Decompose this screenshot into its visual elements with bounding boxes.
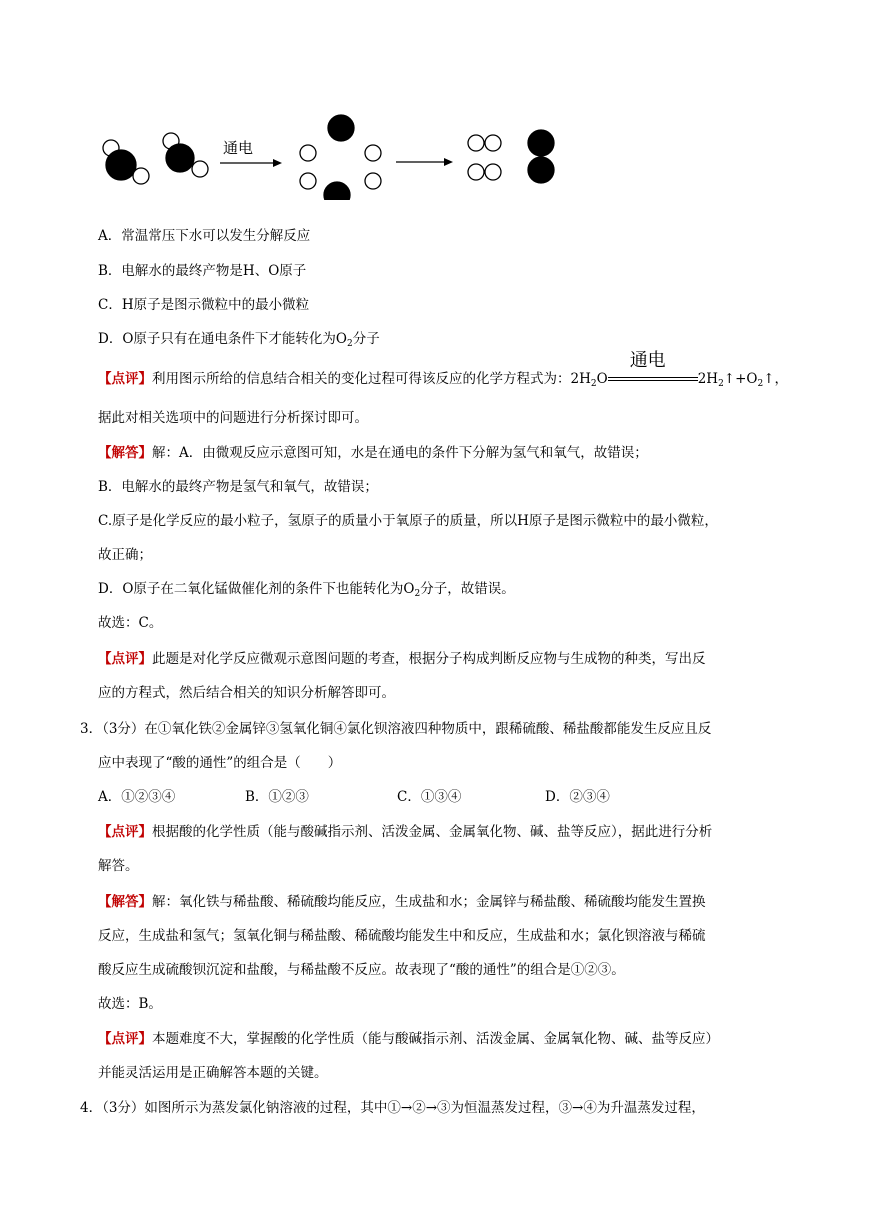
q2-option-c: C．H原子是图示微粒中的最小微粒 [98,297,310,313]
answer-tag: 【解答】 [98,894,152,910]
subscript: 2 [414,589,421,599]
review-tag: 【点评】 [98,1031,152,1047]
review-tag: 【点评】 [98,371,152,387]
water-molecule-2 [163,133,208,177]
q2-option-d-suffix: 分子 [352,331,380,347]
q3-choice: 故选：B。 [98,996,162,1012]
q3-review-2-line2: 并能灵活运用是正确解答本题的关键。 [98,1065,328,1081]
q3-stem-line2: 应中表现了“酸的通性”的组合是（ ） [98,755,342,771]
review-tag: 【点评】 [98,824,152,840]
review-text: 利用图示所给的信息结合相关的变化过程可得该反应的化学方程式为：2H [152,371,591,387]
condition-label: 通电 [629,350,666,371]
q2-review-2-line1 [98,649,706,669]
q2-answer-line4: 故正确； [98,547,152,563]
q2-choice: 故选：C。 [98,615,163,631]
q3-option-b: B．①②③ [245,789,309,805]
oxygen-molecule [528,130,554,183]
equation-product-h2: 2H [697,371,719,387]
review-text: 本题难度不大，掌握酸的化学性质（能与酸碱指示剂、活泼金属、金属氧化物、碱、盐等反应） [152,1031,719,1047]
q2-review-1 [98,350,789,394]
equation-o: O [596,371,608,387]
q3-review-1-line2: 解答。 [98,858,139,874]
q2-answer-line3: C.原子是化学反应的最小粒子，氢原子的质量小于氧原子的质量，所以H原子是图示微粒中的最小微粒， [98,513,718,529]
water-electrolysis-diagram [0,0,869,200]
answer-text: 解：氧化铁与稀盐酸、稀硫酸均能反应，生成盐和水；金属锌与稀盐酸、稀硫酸均能发生置换 [152,894,706,910]
water-molecule-1 [103,140,149,184]
q3-option-c: C．①③④ [397,789,462,805]
q2-answer-line1 [98,443,648,463]
answer-tag: 【解答】 [98,445,152,461]
q2-review-2-line2: 应的方程式，然后结合相关的知识分析解答即可。 [98,685,395,701]
equation-end: ↑， [763,371,789,387]
hydrogen-molecules [468,135,501,180]
equation-product-o2: ↑+O [723,371,758,387]
q2-option-d-text: D．O原子只有在通电条件下才能转化为O [98,331,347,347]
separated-atoms [300,115,381,200]
q3-answer-line1 [98,892,706,912]
electricity-label: 通电 [223,139,254,157]
answer-text: D．O原子在二氧化锰做催化剂的条件下也能转化为O [98,581,415,597]
q3-stem-line1: 3．（3分）在①氧化铁②金属锌③氢氧化铜④氯化钡溶液四种物质中，跟稀硫酸、稀盐酸都能发生反应且反 [80,721,712,737]
q3-review-1-line1 [98,822,712,842]
answer-text: 解：A．由微观反应示意图可知，水是在通电的条件下分解为氢气和氧气，故错误； [152,445,648,461]
q3-answer-line2: 反应，生成盐和氢气；氢氧化铜与稀盐酸、稀硫酸均能发生中和反应，生成盐和水；氯化钡溶液与稀硫 [98,928,706,944]
review-text: 此题是对化学反应微观示意图问题的考查，根据分子构成判断反应物与生成物的种类，写出反 [152,651,706,667]
q4-stem-line1: 4．（3分）如图所示为蒸发氯化钠溶液的过程，其中①→②→③为恒温蒸发过程，③→④为升温蒸发过程， [80,1100,705,1116]
review-tag: 【点评】 [98,651,152,667]
q2-option-a: A．常温常压下水可以发生分解反应 [98,228,311,244]
subscript: 2 [718,379,724,389]
q3-option-d: D．②③④ [545,789,610,805]
q3-answer-line3: 酸反应生成硫酸钡沉淀和盐酸，与稀盐酸不反应。故表现了“酸的通性”的组合是①②③。 [98,962,625,978]
q3-option-a: A．①②③④ [98,789,176,805]
q2-review-1-line2: 据此对相关选项中的问题进行分析探讨即可。 [98,410,368,426]
answer-text-end: 分子，故错误。 [420,581,515,597]
q2-answer-line5 [98,579,515,604]
q3-review-2-line1 [98,1029,719,1049]
q2-answer-line2: B．电解水的最终产物是氢气和氧气，故错误； [98,479,378,495]
q2-option-d [98,329,380,354]
reaction-condition [608,350,698,389]
review-text: 根据酸的化学性质（能与酸碱指示剂、活泼金属、金属氧化物、碱、盐等反应），据此进行分析 [152,824,713,840]
subscript: 2 [346,339,353,349]
subscript: 2 [590,379,597,389]
subscript: 2 [757,379,764,389]
q2-option-b: B．电解水的最终产物是H、O原子 [98,263,307,279]
